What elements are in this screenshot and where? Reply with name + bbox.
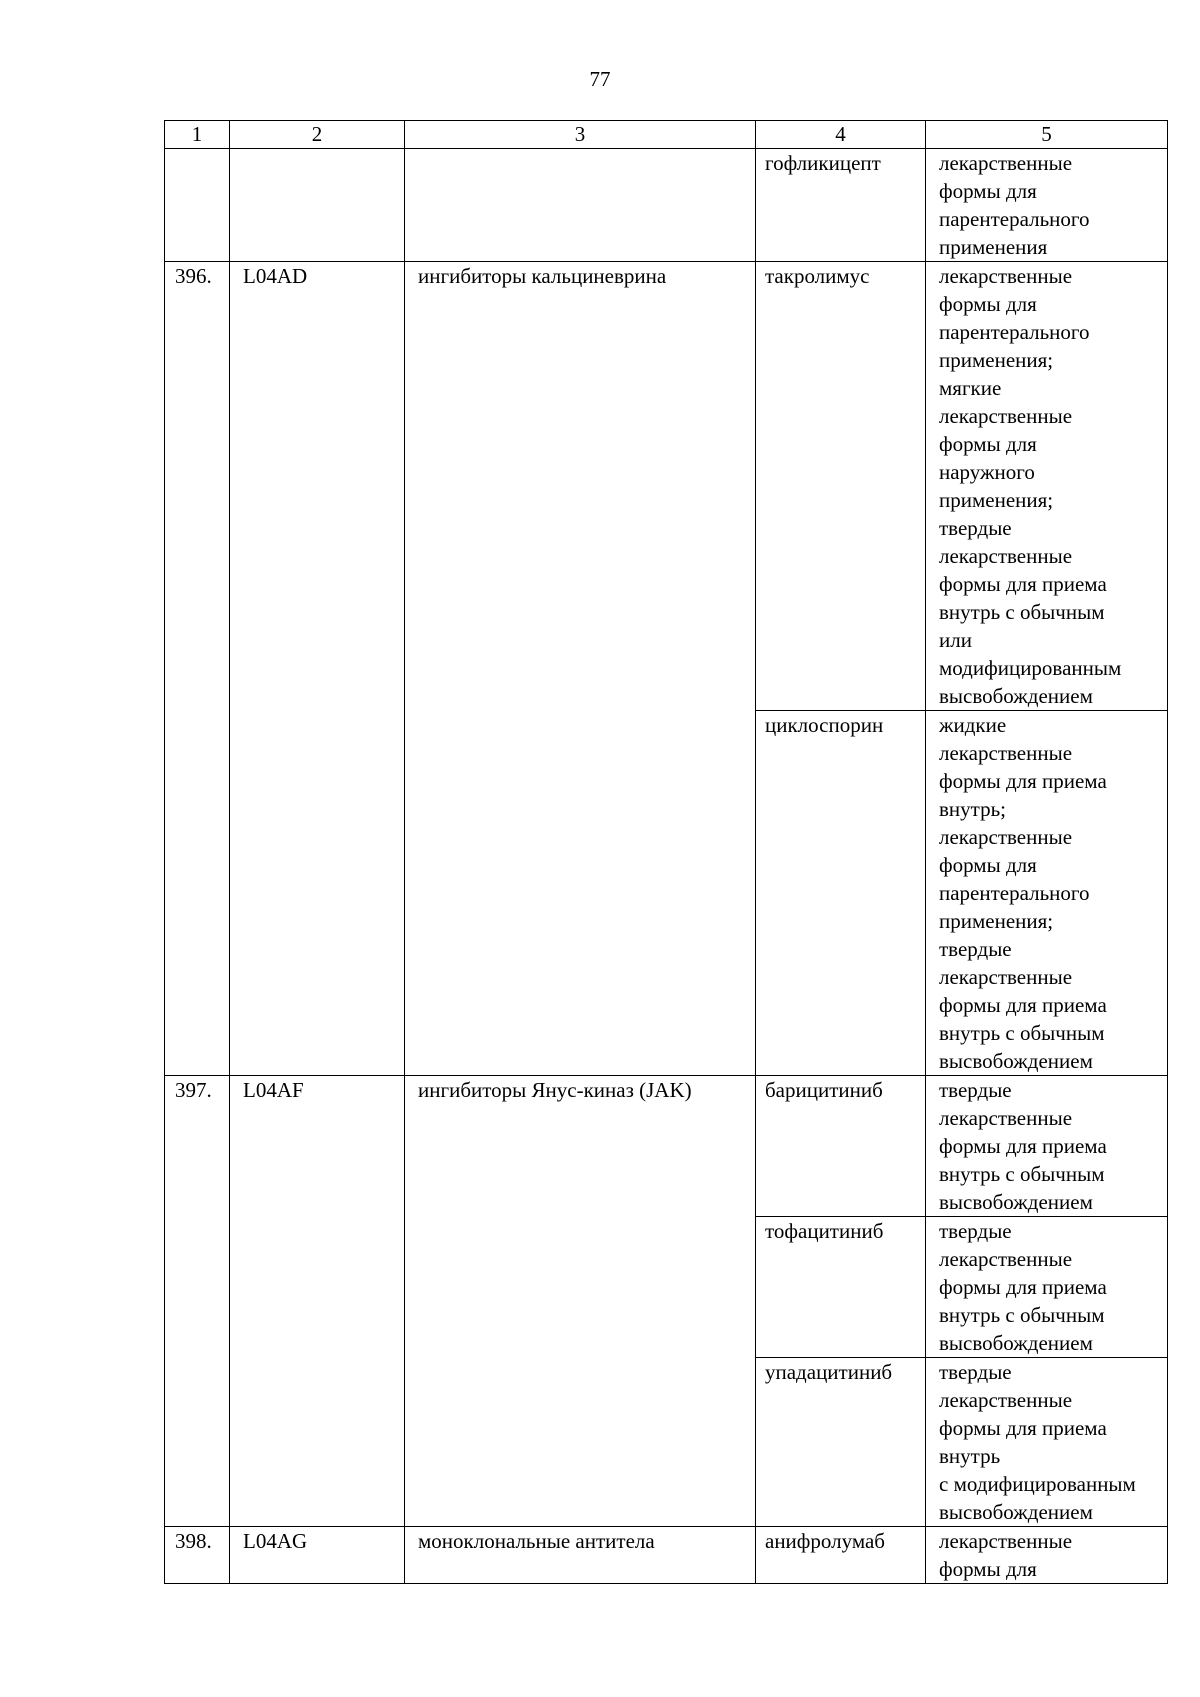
dosage-form-line: лекарственные (939, 825, 1073, 849)
dosage-form-line: твердые (939, 1078, 1012, 1102)
dosage-form-line: применения (939, 235, 1048, 259)
dosage-form-line: внутрь с обычным (939, 1021, 1105, 1045)
dosage-form-line: лекарственные (939, 741, 1073, 765)
dosage-form-line: лекарственные (939, 965, 1073, 989)
dosage-form-line: лекарственные (939, 544, 1073, 568)
dosage-form-line: формы для (939, 292, 1037, 316)
atc-code (230, 149, 405, 262)
header-cell-2: 2 (230, 121, 405, 149)
dosage-forms (926, 1358, 1168, 1527)
dosage-forms (926, 1076, 1168, 1217)
drug-name: такролимус (756, 262, 926, 711)
dosage-form-line: формы для приема (939, 993, 1107, 1017)
dosage-form-line: внутрь с обычным (939, 1162, 1105, 1186)
drug-table (164, 120, 1168, 1584)
dosage-form-line: внутрь; (939, 797, 1006, 821)
dosage-form-line: модифицированным (939, 656, 1122, 680)
dosage-form-line: формы для приема (939, 769, 1107, 793)
table-row (165, 1076, 1168, 1217)
dosage-form-line: или (939, 628, 972, 652)
dosage-forms (926, 711, 1168, 1076)
dosage-form-line: наружного (939, 460, 1035, 484)
dosage-form-line: формы для (939, 432, 1037, 456)
dosage-form-line: формы для (939, 853, 1037, 877)
dosage-form-line: формы для приема (939, 572, 1107, 596)
header-cell-3: 3 (405, 121, 756, 149)
dosage-form-line: твердые (939, 1219, 1012, 1243)
dosage-form-line: формы для (939, 179, 1037, 203)
dosage-form-line: формы для приема (939, 1134, 1107, 1158)
dosage-form-line: внутрь с обычным (939, 1303, 1105, 1327)
dosage-form-line: высвобождением (939, 1049, 1093, 1073)
drug-name: упадацитиниб (756, 1358, 926, 1527)
dosage-form-line: мягкие (939, 376, 1002, 400)
dosage-form-line: парентерального (939, 207, 1090, 231)
dosage-form-line: лекарственные (939, 1247, 1073, 1271)
dosage-form-line: формы для (939, 1557, 1037, 1581)
dosage-form-line: высвобождением (939, 1190, 1093, 1214)
dosage-form-line: формы для приема (939, 1416, 1107, 1440)
header-cell-5: 5 (926, 121, 1168, 149)
dosage-form-line: лекарственные (939, 1529, 1073, 1553)
header-cell-4: 4 (756, 121, 926, 149)
dosage-forms (926, 1217, 1168, 1358)
dosage-form-line: парентерального (939, 320, 1090, 344)
drug-name: барицитиниб (756, 1076, 926, 1217)
dosage-form-line: твердые (939, 937, 1012, 961)
row-number: 398. (165, 1527, 230, 1584)
dosage-form-line: применения; (939, 909, 1054, 933)
dosage-form-line: лекарственные (939, 404, 1073, 428)
dosage-form-line: применения; (939, 348, 1054, 372)
dosage-forms (926, 262, 1168, 711)
atc-code: L04AG (230, 1527, 405, 1584)
dosage-form-line: применения; (939, 488, 1054, 512)
atc-code: L04AD (230, 262, 405, 1076)
dosage-form-line: высвобождением (939, 1500, 1093, 1524)
table-row (165, 149, 1168, 262)
dosage-form-line: лекарственные (939, 264, 1073, 288)
dosage-form-line: с модифицированным (939, 1472, 1136, 1496)
table-body (165, 149, 1168, 1584)
dosage-form-line: внутрь с обычным (939, 600, 1105, 624)
dosage-form-line: лекарственные (939, 1388, 1073, 1412)
row-number: 396. (165, 262, 230, 1076)
pharmacological-group (405, 149, 756, 262)
drug-name: циклоспорин (756, 711, 926, 1076)
dosage-form-line: внутрь (939, 1444, 1001, 1468)
table-header-row (165, 121, 1168, 149)
pharmacological-group: ингибиторы Янус-киназ (JAK) (405, 1076, 756, 1527)
table-row (165, 262, 1168, 711)
pharmacological-group: ингибиторы кальциневрина (405, 262, 756, 1076)
dosage-form-line: парентерального (939, 881, 1090, 905)
drug-name: гофликицепт (756, 149, 926, 262)
page-number: 77 (589, 67, 611, 91)
dosage-form-line: формы для приема (939, 1275, 1107, 1299)
dosage-form-line: твердые (939, 1360, 1012, 1384)
table-row (165, 1527, 1168, 1584)
row-number (165, 149, 230, 262)
dosage-forms (926, 149, 1168, 262)
dosage-form-line: высвобождением (939, 1331, 1093, 1355)
dosage-form-line: жидкие (939, 713, 1007, 737)
row-number: 397. (165, 1076, 230, 1527)
drug-name: тофацитиниб (756, 1217, 926, 1358)
dosage-form-line: лекарственные (939, 1106, 1073, 1130)
dosage-form-line: твердые (939, 516, 1012, 540)
pharmacological-group: моноклональные антитела (405, 1527, 756, 1584)
atc-code: L04AF (230, 1076, 405, 1527)
dosage-form-line: лекарственные (939, 151, 1073, 175)
drug-name: анифролумаб (756, 1527, 926, 1584)
dosage-form-line: высвобождением (939, 684, 1093, 708)
dosage-forms (926, 1527, 1168, 1584)
header-cell-1: 1 (165, 121, 230, 149)
